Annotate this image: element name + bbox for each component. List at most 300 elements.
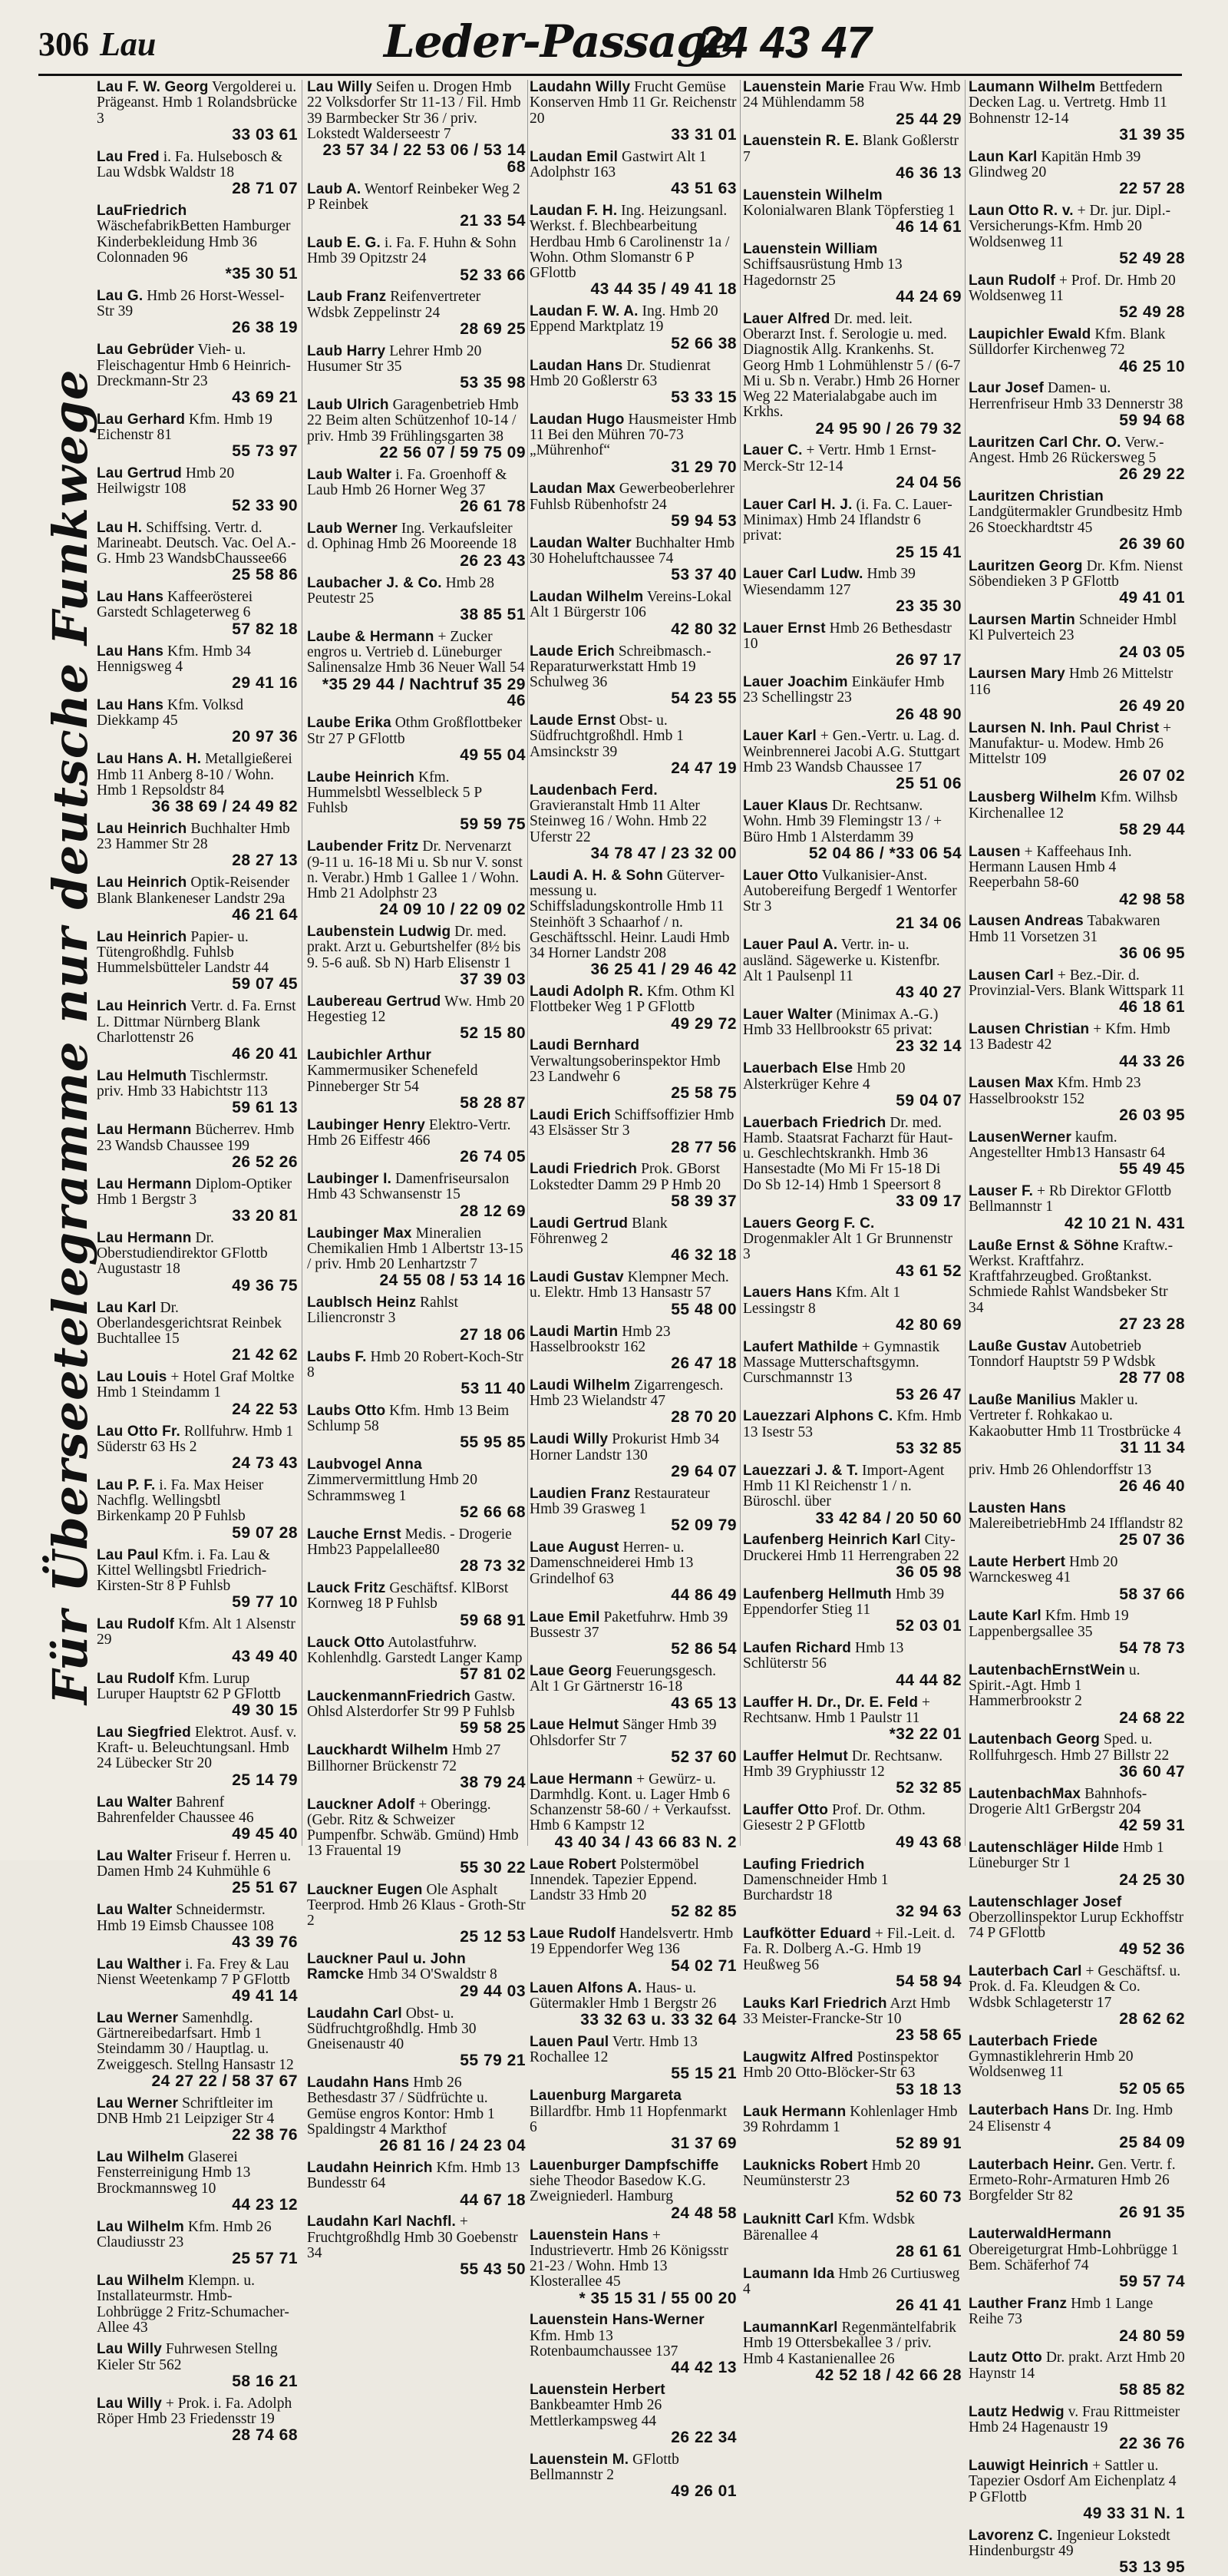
entry-name: Lauck Fritz [307, 1580, 386, 1597]
directory-entry [743, 242, 962, 306]
entry-phone: 24 95 90 / 26 79 32 [815, 419, 962, 438]
entry-name: Lau Siegfried [97, 1724, 191, 1741]
entry-name: Laudan Walter [530, 534, 632, 551]
entry-detail: Blank Goßlerstr 7 [743, 133, 959, 165]
entry-name: Laufen Richard [743, 1640, 852, 1657]
entry-phone: 53 11 40 [460, 1380, 526, 1398]
directory-entry [307, 1404, 526, 1451]
entry-phone: 23 35 30 [896, 597, 962, 615]
entry-phone: 58 16 21 [232, 2372, 298, 2390]
directory-entry [97, 1725, 298, 1789]
directory-entry [307, 1743, 526, 1791]
directory-entry [530, 2313, 737, 2376]
entry-phone: 58 29 44 [1119, 820, 1185, 838]
entry-phone: 26 61 78 [460, 498, 526, 516]
entry-detail: Vergolderei u. Prägeanst. Hmb 1 Rolandsbrücke 3 [97, 79, 298, 127]
entry-name: Lau Hermann [97, 1122, 192, 1139]
entry-name: Laufkötter Eduard [743, 1926, 872, 1943]
entry-name: Lauer Otto [743, 867, 819, 884]
directory-entry [307, 1226, 526, 1290]
entry-phone: 36 06 95 [1119, 944, 1185, 962]
entry-phone: 31 11 34 [1120, 1438, 1185, 1457]
entry-name: Lau Hermann [97, 1229, 192, 1246]
entry-name: Laubender Fritz [307, 838, 419, 855]
entry-detail: Kolonialwaren Blank Töpferstieg 1 [743, 202, 956, 219]
entry-name: Lauen Alfons A. [530, 1979, 642, 1996]
entry-name: Lau Gertrud [97, 465, 182, 482]
entry-phone: 49 26 01 [671, 2482, 737, 2501]
directory-entry [307, 80, 526, 176]
entry-detail: Hmb 20 Heilwigstr 108 [97, 465, 235, 498]
entry-phone: 24 03 05 [1119, 643, 1185, 661]
entry-detail: + Prof. Dr. Hmb 20 Woldsenweg 11 [969, 272, 1176, 304]
directory-entry [97, 289, 298, 336]
entry-detail: Kfm. Othm Kl Flottbeker Weg 1 P GFlottb [530, 984, 735, 1016]
entry-phone: 53 37 40 [671, 566, 737, 584]
entry-phone: 43 69 21 [232, 389, 298, 407]
entry-name: Lauer Alfred [743, 310, 830, 327]
directory-entry [743, 2267, 962, 2314]
directory-entry [743, 1216, 962, 1280]
entry-detail: + Kfm. Hmb 13 Badestr 42 [969, 1021, 1170, 1053]
directory-entry [97, 1478, 298, 1542]
entry-detail: Regenmäntelfabrik Hmb 19 Ottersbekallee 3 / priv. Hmb 4 Kastanienallee 26 [743, 2319, 956, 2367]
entry-phone: 26 91 35 [1119, 2203, 1185, 2221]
directory-entry [969, 1609, 1185, 1656]
entry-phone: 28 61 61 [896, 2242, 962, 2260]
entry-phone: 23 57 34 / 22 53 06 / 53 14 68 [322, 141, 526, 176]
entry-phone: 49 45 40 [232, 1825, 298, 1844]
entry-detail: Kohlenlager Hmb 39 Rohrdamm 1 [743, 2103, 958, 2135]
entry-detail: Kfm. i. Fa. Lau & Kittel Wellingsbtl Friedrich-Kirsten-Str 8 P Fuhlsb [97, 1546, 270, 1595]
entry-detail: Hausmeister Hmb 11 Bei den Mühren 70-73 „Mührenhof“ [530, 411, 737, 459]
entry-detail: Kfm. Hmb 23 Hasselbrookstr 152 [969, 1075, 1141, 1107]
entry-detail: Ingenieur Lokstedt Hindenburgstr 49 [969, 2527, 1170, 2559]
entry-name: Laubinger Max [307, 1225, 412, 1242]
entry-name: Lau Wilhelm [97, 2273, 184, 2290]
entry-name: Lauser F. [969, 1183, 1034, 1200]
entry-detail: Kfm. Hmb 34 Hennigsweg 4 [97, 643, 251, 675]
entry-name: Laue Georg [530, 1662, 612, 1679]
entry-name: Lauckner Paul u. John Ramcke [307, 1951, 466, 1983]
directory-entry [307, 1118, 526, 1166]
entry-detail: kaufm. Angestellter Hmb13 Hansastr 64 [969, 1129, 1166, 1162]
entry-name: Laubs F. [307, 1348, 367, 1365]
entry-detail: i. Fa. F. Huhn & Sohn Hmb 39 Opitzstr 24 [307, 235, 517, 267]
directory-entry [97, 2220, 298, 2267]
entry-name: Lauer Carl H. J. [743, 496, 853, 513]
entry-detail: Schiffsausrüstung Hmb 13 Hagedornstr 25 [743, 256, 903, 289]
entry-name: Lau Heinrich [97, 875, 187, 891]
entry-detail: Obereigeturgrat Hmb-Lohbrügge 1 Bem. Schäferhof 74 [969, 2241, 1179, 2273]
entry-detail: Haus- u. Gütermakler Hmb 1 Bergstr 26 [530, 1979, 717, 2012]
entry-name: Laubvogel Anna [307, 1457, 422, 1473]
directory-entry [307, 2075, 526, 2154]
entry-detail: Bankbeamter Hmb 26 Mettlerkampsweg 44 [530, 2397, 662, 2429]
entry-detail: Prof. Dr. Othm. Giesestr 2 P GFlottb [743, 1802, 926, 1834]
entry-phone: 26 29 22 [1119, 465, 1185, 484]
entry-detail: Klempn. u. Installateurmstr. Hmb-Lohbrügge 2 Fritz-Schumacher-Allee 43 [97, 2273, 289, 2336]
page-header [38, 14, 1182, 76]
directory-entry [307, 1295, 526, 1343]
directory-entry [307, 1952, 526, 1999]
directory-entry [969, 150, 1185, 197]
entry-phone: 26 97 17 [896, 651, 962, 670]
entry-phone: 26 74 05 [460, 1148, 526, 1166]
entry-detail: Kfm. Hummelsbtl Wesselbleck 5 P Fuhlsb [307, 769, 482, 817]
entry-detail: Feuerungsgesch. Alt 1 Gr Gärtnerstr 16-18 [530, 1662, 716, 1695]
entry-phone: 22 56 07 / 59 75 09 [379, 443, 526, 461]
entry-detail: Ing. Heizungsanl. Werkst. f. Blechbearbeitung Herdbau Hmb 6 Carolinenstr 1a / Wohn. Othm Slomanstr 6 P GFlottb [530, 202, 730, 282]
column-divider [965, 80, 966, 1846]
directory-entry [530, 1718, 737, 1765]
entry-detail: Elektro-Vertr. Hmb 26 Eiffestr 466 [307, 1116, 511, 1149]
entry-name: Laubichler Arthur [307, 1047, 432, 1064]
entry-detail: Hmb 26 Mittelstr 116 [969, 666, 1174, 698]
entry-detail: + Hotel Graf Moltke Hmb 1 Steindamm 1 [97, 1369, 295, 1401]
directory-entry [969, 2227, 1185, 2290]
directory-entry [530, 80, 737, 144]
entry-detail: Verw.-Angest. Hmb 26 Rückersweg 5 [969, 434, 1164, 466]
directory-entry [97, 999, 298, 1063]
directory-entry [969, 559, 1185, 607]
entry-phone: 32 94 63 [896, 1903, 962, 1921]
entry-phone: 57 82 18 [232, 620, 298, 638]
entry-detail: Kfm. Hmb 13 Isestr 53 [743, 1408, 962, 1440]
entry-detail: Bahnhofs-Drogerie Alt1 GrBergstr 204 [969, 1785, 1147, 1818]
entry-phone: 26 22 34 [671, 2428, 737, 2446]
entry-name: Lau G. [97, 287, 144, 304]
entry-detail: Samenhdlg. Gärtnereibedarfsart. Hmb 1 Steindamm 30 / Hauptlag. u. Zweiggesch. Stellng Hansastr 12 [97, 2009, 294, 2073]
entry-detail: Kfm. Alt 1 Lessingstr 8 [743, 1285, 901, 1317]
directory-entry [530, 2383, 737, 2446]
entry-detail: Tabakwaren Hmb 11 Vorsetzen 31 [969, 913, 1160, 945]
entry-detail: Hmb 26 Bethesdastr 10 [743, 620, 952, 652]
entry-phone: 49 36 75 [232, 1276, 298, 1295]
entry-phone: 24 22 53 [232, 1400, 298, 1418]
entry-detail: Autolastfuhrw. Kohlenhdlg. Garstedt Langer Kamp [307, 1634, 523, 1666]
entry-detail: Rollfuhrw. Hmb 1 Süderstr 63 Hs 2 [97, 1423, 294, 1455]
directory-entry [97, 1069, 298, 1116]
directory-entry [969, 2528, 1185, 2576]
directory-entry [743, 675, 962, 723]
directory-entry [97, 2273, 298, 2336]
entry-phone: 33 20 81 [232, 1207, 298, 1225]
directory-entry [97, 1903, 298, 1950]
directory-entry [97, 521, 298, 584]
directory-entry [530, 1857, 737, 1921]
directory-entry [97, 1424, 298, 1472]
directory-entry [97, 752, 298, 815]
entry-phone: 31 37 69 [671, 2135, 737, 2153]
entry-name: Laudan Hugo [530, 411, 625, 428]
entry-name: Lauwigt Heinrich [969, 2458, 1089, 2475]
entry-phone: 49 41 14 [232, 1987, 298, 2006]
directory-entry [743, 443, 962, 491]
entry-phone: 23 32 14 [896, 1037, 962, 1056]
entry-name: Laudi Gustav [530, 1269, 624, 1286]
entry-detail: Kfm. Hmb 13 Bundesstr 64 [307, 2160, 520, 2192]
directory-entry [969, 80, 1185, 144]
entry-name: Laudi Bernhard [530, 1037, 640, 1054]
entry-detail: Kfm. Wdsbk Bärenallee 4 [743, 2211, 915, 2244]
entry-detail: Kfm. Hmb 13 Rotenbaumchaussee 137 [530, 2327, 678, 2359]
entry-name: Laudahn Heinrich [307, 2160, 433, 2177]
entry-phone: 25 58 75 [671, 1084, 737, 1103]
entry-name: Lautenschlager Josef [969, 1893, 1122, 1910]
entry-phone: 26 39 60 [1119, 534, 1185, 553]
entry-detail: Vereins-Lokal Alt 1 Bürgerstr 106 [530, 589, 732, 621]
entry-name: LausenWerner [969, 1129, 1072, 1146]
entry-phone: 57 81 02 [460, 1665, 526, 1684]
entry-detail: Bücherrev. Hmb 23 Wandsb Chaussee 199 [97, 1122, 295, 1154]
directory-entry [97, 875, 298, 923]
entry-detail: Kraftw.-Werkst. Kraftfahrz. Kraftfahrzeugbed. Großtankst. Schmiede Rahlst Wandsbeker Str 34 [969, 1237, 1174, 1316]
entry-name: Lauenburger Dampfschiffe [530, 2157, 719, 2174]
directory-entry [969, 790, 1185, 838]
entry-name: Lau Werner [97, 2009, 179, 2026]
entry-name: Lau Willy [307, 79, 373, 95]
entry-detail: Handelsvertr. Hmb 19 Eppendorfer Weg 136 [530, 1926, 734, 1958]
entry-phone: 46 32 18 [671, 1246, 737, 1265]
directory-entry [97, 2396, 298, 2444]
directory-entry [743, 567, 962, 614]
entry-phone: 24 47 19 [671, 759, 737, 777]
directory-entry [97, 822, 298, 869]
entry-phone: 25 14 79 [232, 1771, 298, 1789]
directory-entry [969, 1339, 1185, 1387]
entry-name: Lau Otto Fr. [97, 1423, 181, 1440]
entry-phone: 49 33 31 N. 1 [1083, 2504, 1185, 2522]
entry-detail: Hmb 1 Lange Reihe 73 [969, 2296, 1154, 2328]
entry-detail: priv. Hmb 26 Ohlendorffstr 13 [969, 1461, 1152, 1478]
directory-entry [969, 1463, 1185, 1495]
entry-detail: Makler u. Vertreter f. Rohkakao u. Kakaobutter Hmb 11 Trostbrücke 4 [969, 1392, 1181, 1440]
directory-entry [969, 203, 1185, 267]
entry-phone: 46 18 61 [1119, 998, 1185, 1017]
entry-detail: Ing. Verkaufsleiter d. Ophinag Hmb 26 Mooreende 18 [307, 521, 517, 553]
directory-entry [97, 80, 298, 144]
entry-phone: 21 42 62 [232, 1346, 298, 1364]
entry-phone: 55 49 45 [1119, 1160, 1185, 1179]
entry-name: Lausen Andreas [969, 913, 1084, 930]
directory-entry [307, 576, 526, 623]
entry-name: Lau Walter [97, 1847, 173, 1864]
entry-name: Lauk Hermann [743, 2103, 847, 2120]
entry-phone: 58 37 66 [1119, 1585, 1185, 1603]
entry-phone: 29 41 16 [232, 674, 298, 693]
entry-phone: 25 57 71 [232, 2250, 298, 2268]
directory-entry [969, 435, 1185, 483]
entry-name: Lau Hermann [97, 1176, 192, 1192]
entry-name: Lauers Hans [743, 1285, 833, 1301]
entry-name: Lausen [969, 843, 1021, 860]
directory-entry [743, 1857, 962, 1921]
entry-phone: 42 10 21 N. 431 [1065, 1214, 1185, 1232]
entry-phone: 59 68 91 [460, 1611, 526, 1629]
entry-name: Lau Heinrich [97, 998, 187, 1015]
entry-name: Laufenberg Heinrich Karl [743, 1532, 921, 1549]
entry-name: Lau Helmuth [97, 1067, 187, 1084]
entry-phone: 42 52 18 / 42 66 28 [815, 2366, 962, 2384]
entry-name: Lauer C. [743, 442, 803, 459]
entry-phone: 25 15 41 [896, 543, 962, 561]
entry-detail: Gymnastiklehrerin Hmb 20 Woldsenweg 11 [969, 2049, 1134, 2081]
directory-column-4 [743, 79, 962, 2384]
directory-entry [530, 783, 737, 862]
entry-name: Lautenbach Georg [969, 1731, 1101, 1748]
entry-detail: Kfm. Blank Sülldorfer Kirchenweg 72 [969, 326, 1166, 359]
entry-detail: Elektrot. Ausf. v. Kraft- u. Beleuchtungsanl. Hmb 24 Lübecker Str 20 [97, 1724, 297, 1772]
directory-entry [97, 2150, 298, 2214]
entry-name: Lau F. W. Georg [97, 79, 209, 95]
entry-phone: 24 55 08 / 53 14 16 [379, 1271, 526, 1290]
entry-phone: 59 61 13 [232, 1099, 298, 1117]
entry-phone: 22 36 76 [1119, 2435, 1185, 2453]
entry-phone: 42 80 69 [896, 1315, 962, 1334]
directory-entry [969, 327, 1185, 375]
entry-name: Lauenstein Marie [743, 79, 865, 95]
entry-name: Lau Werner [97, 2095, 179, 2111]
directory-entry [743, 1463, 962, 1527]
entry-name: Lauezzari J. & T. [743, 1462, 859, 1479]
entry-name: Laufenberg Hellmuth [743, 1586, 892, 1602]
entry-name: Laube Heinrich [307, 769, 415, 785]
entry-name: Laub Ulrich [307, 397, 389, 414]
entry-phone: 46 14 61 [896, 218, 962, 236]
entry-name: Lau H. [97, 519, 143, 536]
entry-phone: 28 12 69 [460, 1202, 526, 1220]
entry-phone: 24 27 22 / 58 37 67 [151, 2072, 298, 2091]
entry-phone: 20 97 36 [232, 728, 298, 746]
entry-phone: 52 89 91 [896, 2135, 962, 2153]
entry-name: Laudan F. H. [530, 202, 618, 219]
entry-name: Lauritzen Christian [969, 488, 1104, 505]
entry-name: Lauterbach Carl [969, 1963, 1082, 1980]
directory-entry [969, 2034, 1185, 2098]
directory-entry [97, 2342, 298, 2389]
directory-entry [307, 839, 526, 918]
directory-entry [97, 1548, 298, 1612]
entry-detail: Hmb 26 Curtiusweg 4 [743, 2265, 960, 2297]
directory-entry [743, 498, 962, 561]
directory-entry [530, 150, 737, 197]
directory-entry [969, 1076, 1185, 1123]
directory-entry [307, 1581, 526, 1629]
entry-name: Lau Wilhelm [97, 2218, 184, 2235]
directory-entry [530, 1324, 737, 1372]
entry-detail: Hmb 34 O'Swaldstr 8 [367, 1966, 497, 1983]
entry-name: Laubacher J. & Co. [307, 574, 442, 591]
entry-name: Laudan Max [530, 481, 616, 498]
directory-entry [969, 381, 1185, 428]
entry-phone: 29 44 03 [460, 1982, 526, 2000]
directory-entry [969, 2405, 1185, 2452]
directory-entry [969, 721, 1185, 785]
entry-phone: 27 23 28 [1119, 1314, 1185, 1333]
entry-phone: 49 30 15 [232, 1701, 298, 1720]
entry-phone: 24 80 59 [1119, 2326, 1185, 2345]
directory-entry [97, 698, 298, 746]
directory-entry [743, 2320, 962, 2384]
entry-phone: 28 69 25 [460, 319, 526, 338]
directory-entry [530, 1772, 737, 1851]
directory-entry [969, 1393, 1185, 1457]
entry-phone: 25 58 86 [232, 566, 298, 584]
entry-name: Laubinger Henry [307, 1116, 425, 1133]
directory-entry [743, 937, 962, 1001]
directory-entry [530, 1926, 737, 1974]
entry-phone: 44 42 13 [671, 2359, 737, 2377]
entry-phone: 28 27 13 [232, 852, 298, 870]
entry-phone: 24 09 10 / 22 09 02 [379, 901, 526, 919]
entry-phone: 54 78 73 [1119, 1639, 1185, 1657]
entry-name: Lauer Karl [743, 728, 817, 745]
directory-entry [307, 994, 526, 1042]
directory-entry [97, 412, 298, 460]
entry-detail: Schriftleiter im DNB Hmb 21 Leipziger Str 4 [97, 2095, 275, 2128]
entry-name: LauckenmannFriedrich [307, 1688, 471, 1705]
directory-entry [743, 1533, 962, 1580]
entry-detail: Buchhalter Hmb 30 Hoheluftchaussee 74 [530, 534, 735, 567]
entry-phone: 55 43 50 [460, 2260, 526, 2279]
entry-detail: Dr. prakt. Arzt Hmb 20 Haynstr 14 [969, 2349, 1185, 2382]
entry-name: Laudan Hans [530, 357, 623, 374]
entry-phone: 33 09 17 [896, 1192, 962, 1210]
entry-phone: 24 04 56 [896, 473, 962, 491]
entry-detail: Güterver-messung u. Schiffsladungskontrolle Hmb 11 Steinhöft 3 Schaarhof / n. Geschäftsschl. Heinr. Laudi Hmb 34 Horner Landstr 208 [530, 867, 730, 962]
entry-phone: 55 48 00 [671, 1300, 737, 1318]
entry-name: LautenbachErnstWein [969, 1662, 1126, 1678]
entry-phone: 49 55 04 [460, 746, 526, 764]
entry-detail: Lehrer Hmb 20 Husumer Str 35 [307, 342, 482, 375]
entry-name: Laude Ernst [530, 713, 616, 729]
entry-detail: Dr. Rechtsanw. Wohn. Hmb 39 Flemingstr 13 / + Büro Hmb 1 Alsterdamm 39 [743, 798, 942, 845]
entry-phone: 25 84 09 [1119, 2133, 1185, 2151]
entry-detail: Paketfuhrw. Hmb 39 Bussestr 37 [530, 1609, 728, 1641]
entry-phone: 52 03 01 [896, 1617, 962, 1635]
directory-entry [743, 1061, 962, 1109]
entry-phone: 44 67 18 [460, 2191, 526, 2209]
entry-detail: Herren- u. Damenschneiderei Hmb 13 Grindelhof 63 [530, 1539, 694, 1587]
entry-name: Lauritzen Carl Chr. O. [969, 434, 1121, 451]
entry-name: Lauffer Otto [743, 1802, 829, 1819]
entry-phone: 25 51 06 [896, 775, 962, 793]
entry-name: Lau Willy [97, 2341, 163, 2358]
entry-phone: 59 77 10 [232, 1593, 298, 1612]
entry-name: LautenbachMax [969, 1785, 1081, 1802]
entry-detail: Sänger Hmb 39 Ohlsdorfer Str 7 [530, 1717, 717, 1749]
entry-detail: Drogenmakler Alt 1 Gr Brunnenstr 3 [743, 1231, 952, 1263]
entry-detail: i. Fa. Groenhoff & Laub Hmb 26 Horner Weg 37 [307, 466, 507, 499]
entry-phone: 52 04 86 / *33 06 54 [808, 844, 962, 862]
entry-name: Lauerbach Else [743, 1060, 853, 1077]
directory-entry [743, 2050, 962, 2098]
directory-entry [969, 1555, 1185, 1602]
entry-detail: Obst- u. Südfruchtgroßhdl. Hmb 1 Amsinckstr 39 [530, 713, 684, 760]
directory-entry [97, 1672, 298, 1719]
entry-detail: Import-Agent Hmb 11 Kl Reichenstr 1 / n. Büroschl. über [743, 1462, 945, 1510]
entry-detail: Reifenvertreter Wdsbk Zeppelinstr 24 [307, 289, 481, 321]
entry-phone: 42 98 58 [1119, 890, 1185, 908]
directory-entry [97, 342, 298, 406]
directory-entry [97, 1957, 298, 2005]
entry-phone: 24 25 30 [1119, 1870, 1185, 1889]
entry-name: Lauenstein Hans-Werner [530, 2312, 705, 2329]
entry-phone: 59 94 53 [671, 512, 737, 531]
entry-phone: 33 03 61 [232, 125, 298, 144]
entry-phone: 52 49 28 [1119, 303, 1185, 322]
